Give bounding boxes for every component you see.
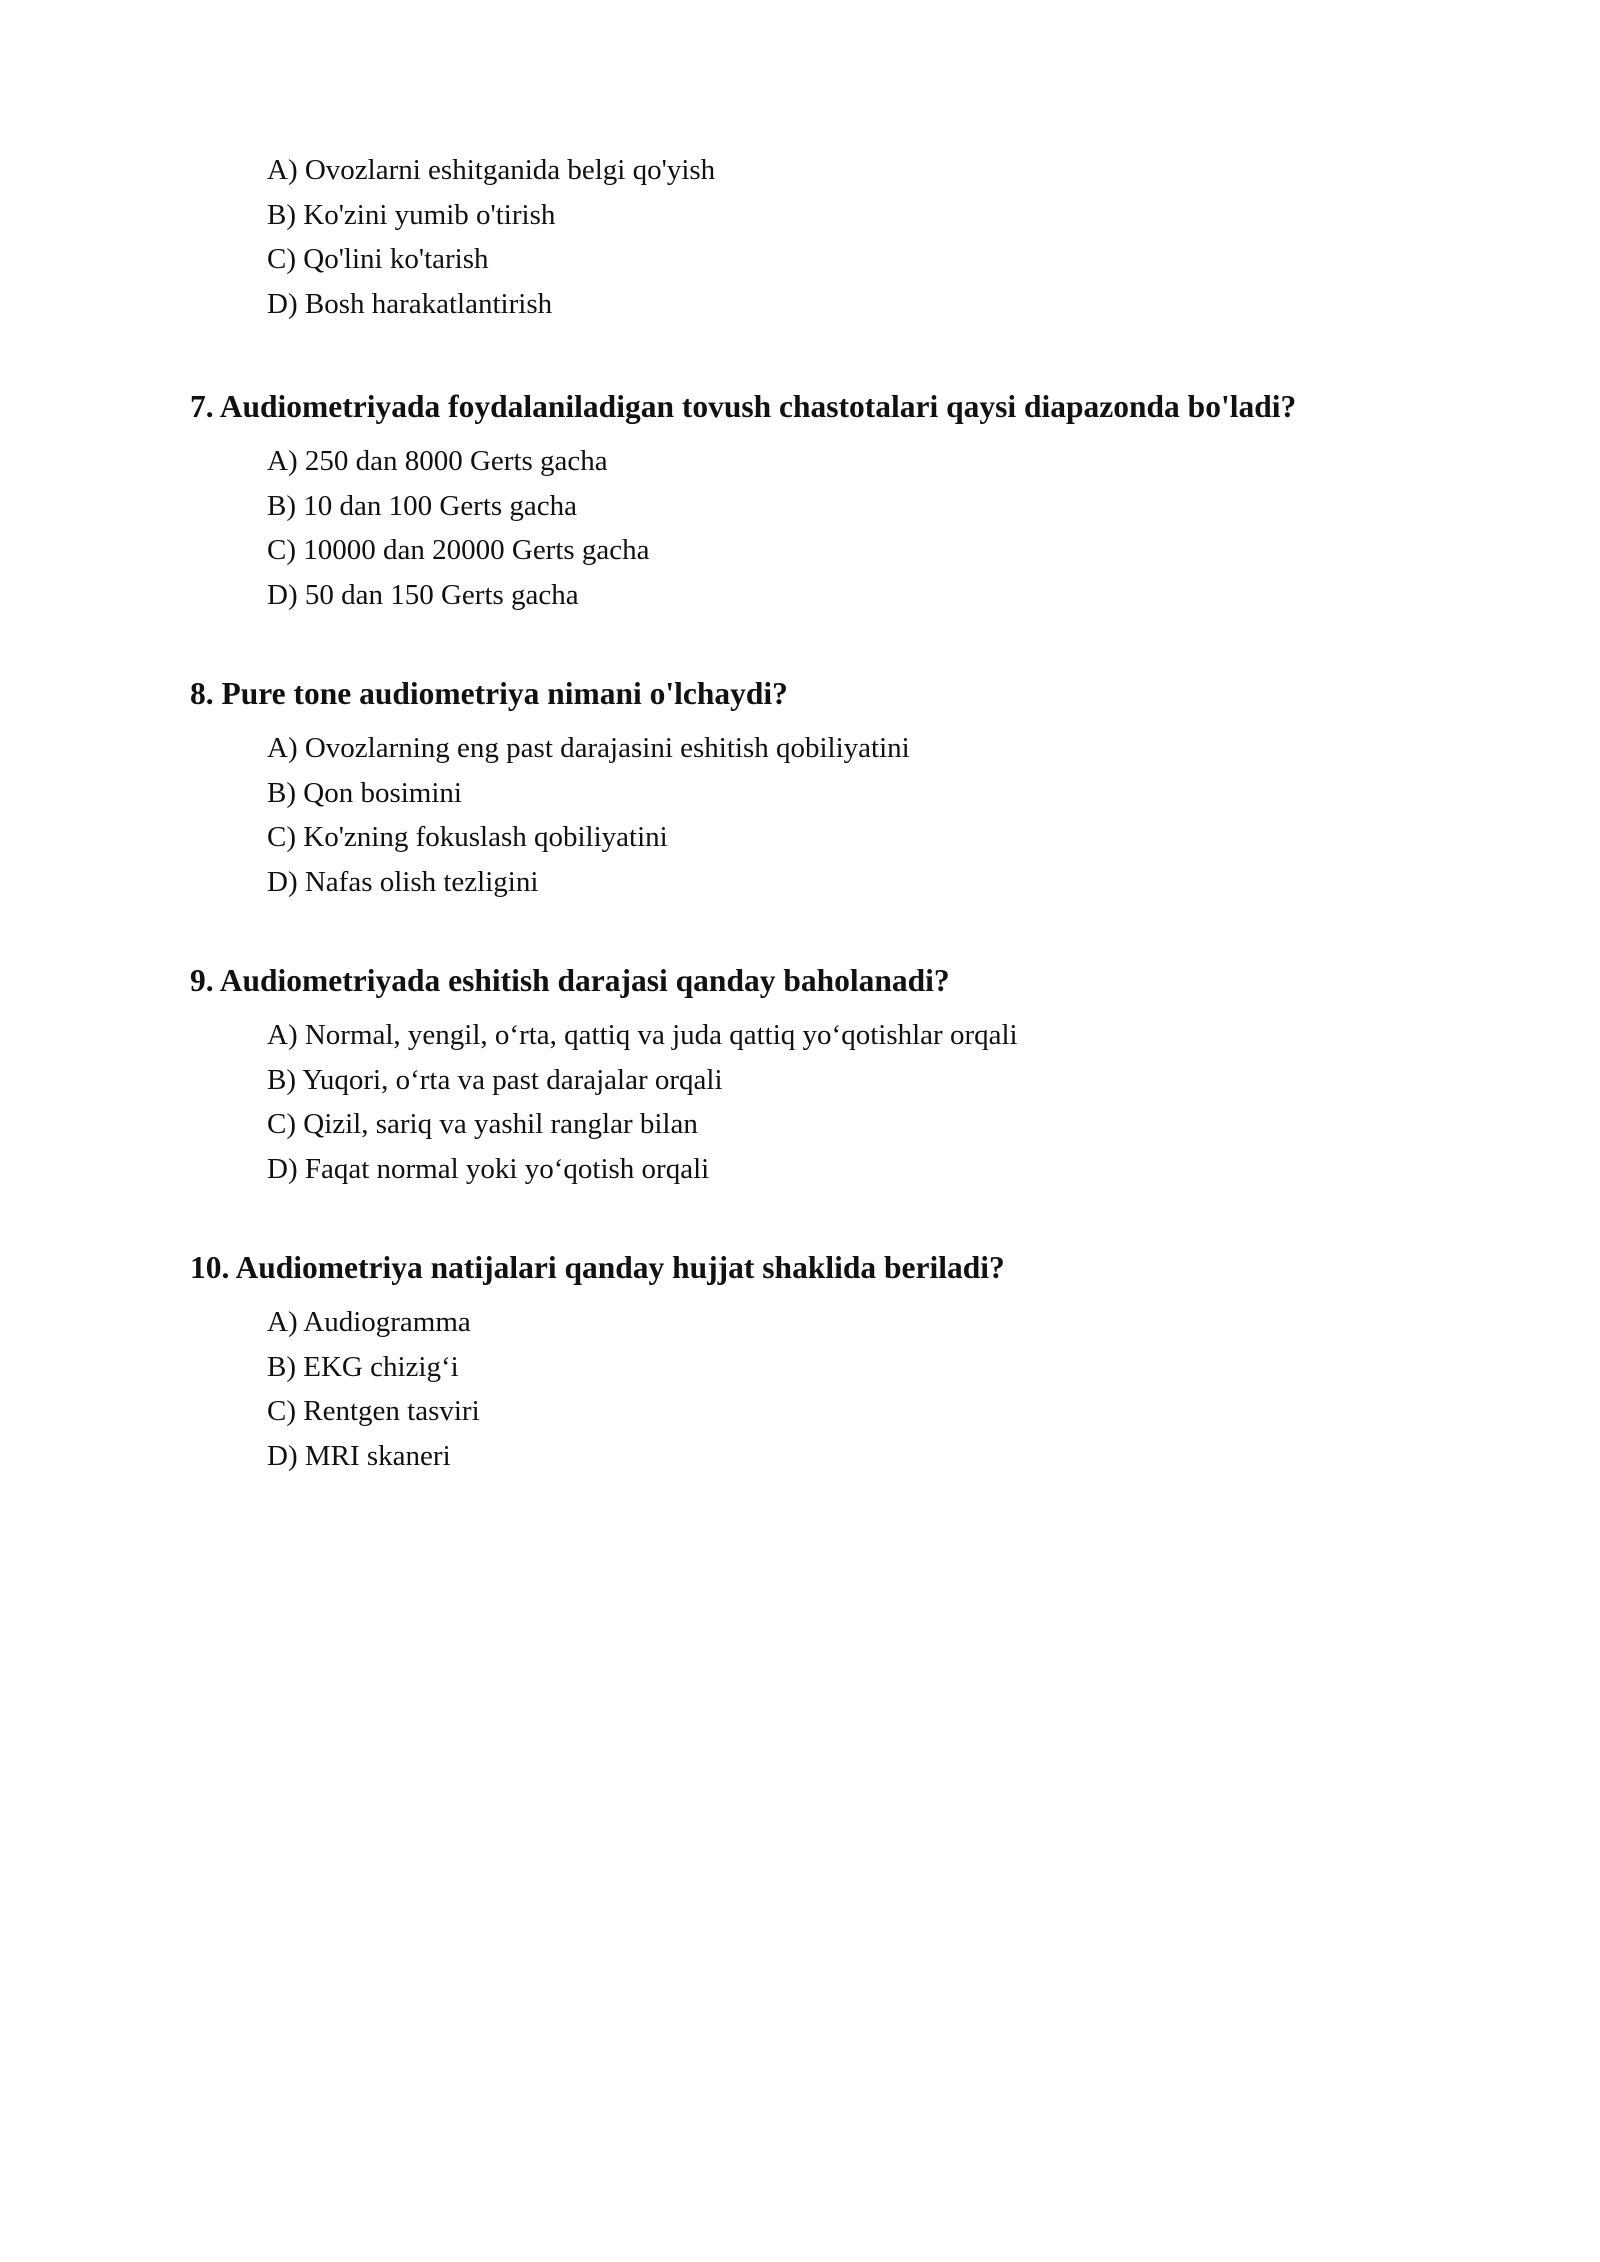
question-options [267, 726, 910, 904]
option-a: A) Ovozlarning eng past darajasini eshitish qobiliyatini [267, 732, 910, 764]
question-options [267, 1300, 480, 1478]
option-a: A) Ovozlarni eshitganida belgi qo'yish [267, 154, 716, 186]
option-c: C) Ko'zning fokuslash qobiliyatini [267, 821, 668, 853]
option-b: B) Qon bosimini [267, 776, 462, 809]
question-title: 9. Audiometriyada eshitish darajasi qanday baholanadi? [190, 963, 950, 998]
question-title: 10. Audiometriya natijalari qanday hujjat shaklida beriladi? [190, 1250, 1005, 1285]
option-c: C) Qizil, sariq va yashil ranglar bilan [267, 1108, 698, 1140]
option-d: D) Nafas olish tezligini [267, 865, 539, 898]
question-options [267, 439, 650, 617]
option-d: D) MRI skaneri [267, 1439, 451, 1472]
question-options [267, 1013, 1018, 1191]
option-b: B) Ko'zini yumib o'tirish [267, 198, 556, 231]
option-d: D) 50 dan 150 Gerts gacha [267, 578, 579, 611]
option-b: B) Yuqori, o‘rta va past darajalar orqali [267, 1063, 723, 1096]
question-title: 7. Audiometriyada foydalaniladigan tovush chastotalari qaysi diapazonda bo'ladi? [190, 389, 1297, 424]
option-c: C) Rentgen tasviri [267, 1395, 480, 1427]
option-c: C) 10000 dan 20000 Gerts gacha [267, 534, 650, 566]
option-d: D) Faqat normal yoki yo‘qotish orqali [267, 1152, 710, 1185]
option-a: A) 250 dan 8000 Gerts gacha [267, 445, 608, 477]
option-b: B) 10 dan 100 Gerts gacha [267, 489, 578, 522]
option-a: A) Normal, yengil, o‘rta, qattiq va juda qattiq yo‘qotishlar orqali [267, 1019, 1018, 1051]
leading-options [267, 148, 715, 326]
option-d: D) Bosh harakatlantirish [267, 287, 553, 320]
question-title: 8. Pure tone audiometriya nimani o'lchaydi? [190, 676, 788, 711]
option-a: A) Audiogramma [267, 1306, 471, 1338]
option-c: C) Qo'lini ko'tarish [267, 243, 489, 275]
option-b: B) EKG chizig‘i [267, 1350, 459, 1383]
